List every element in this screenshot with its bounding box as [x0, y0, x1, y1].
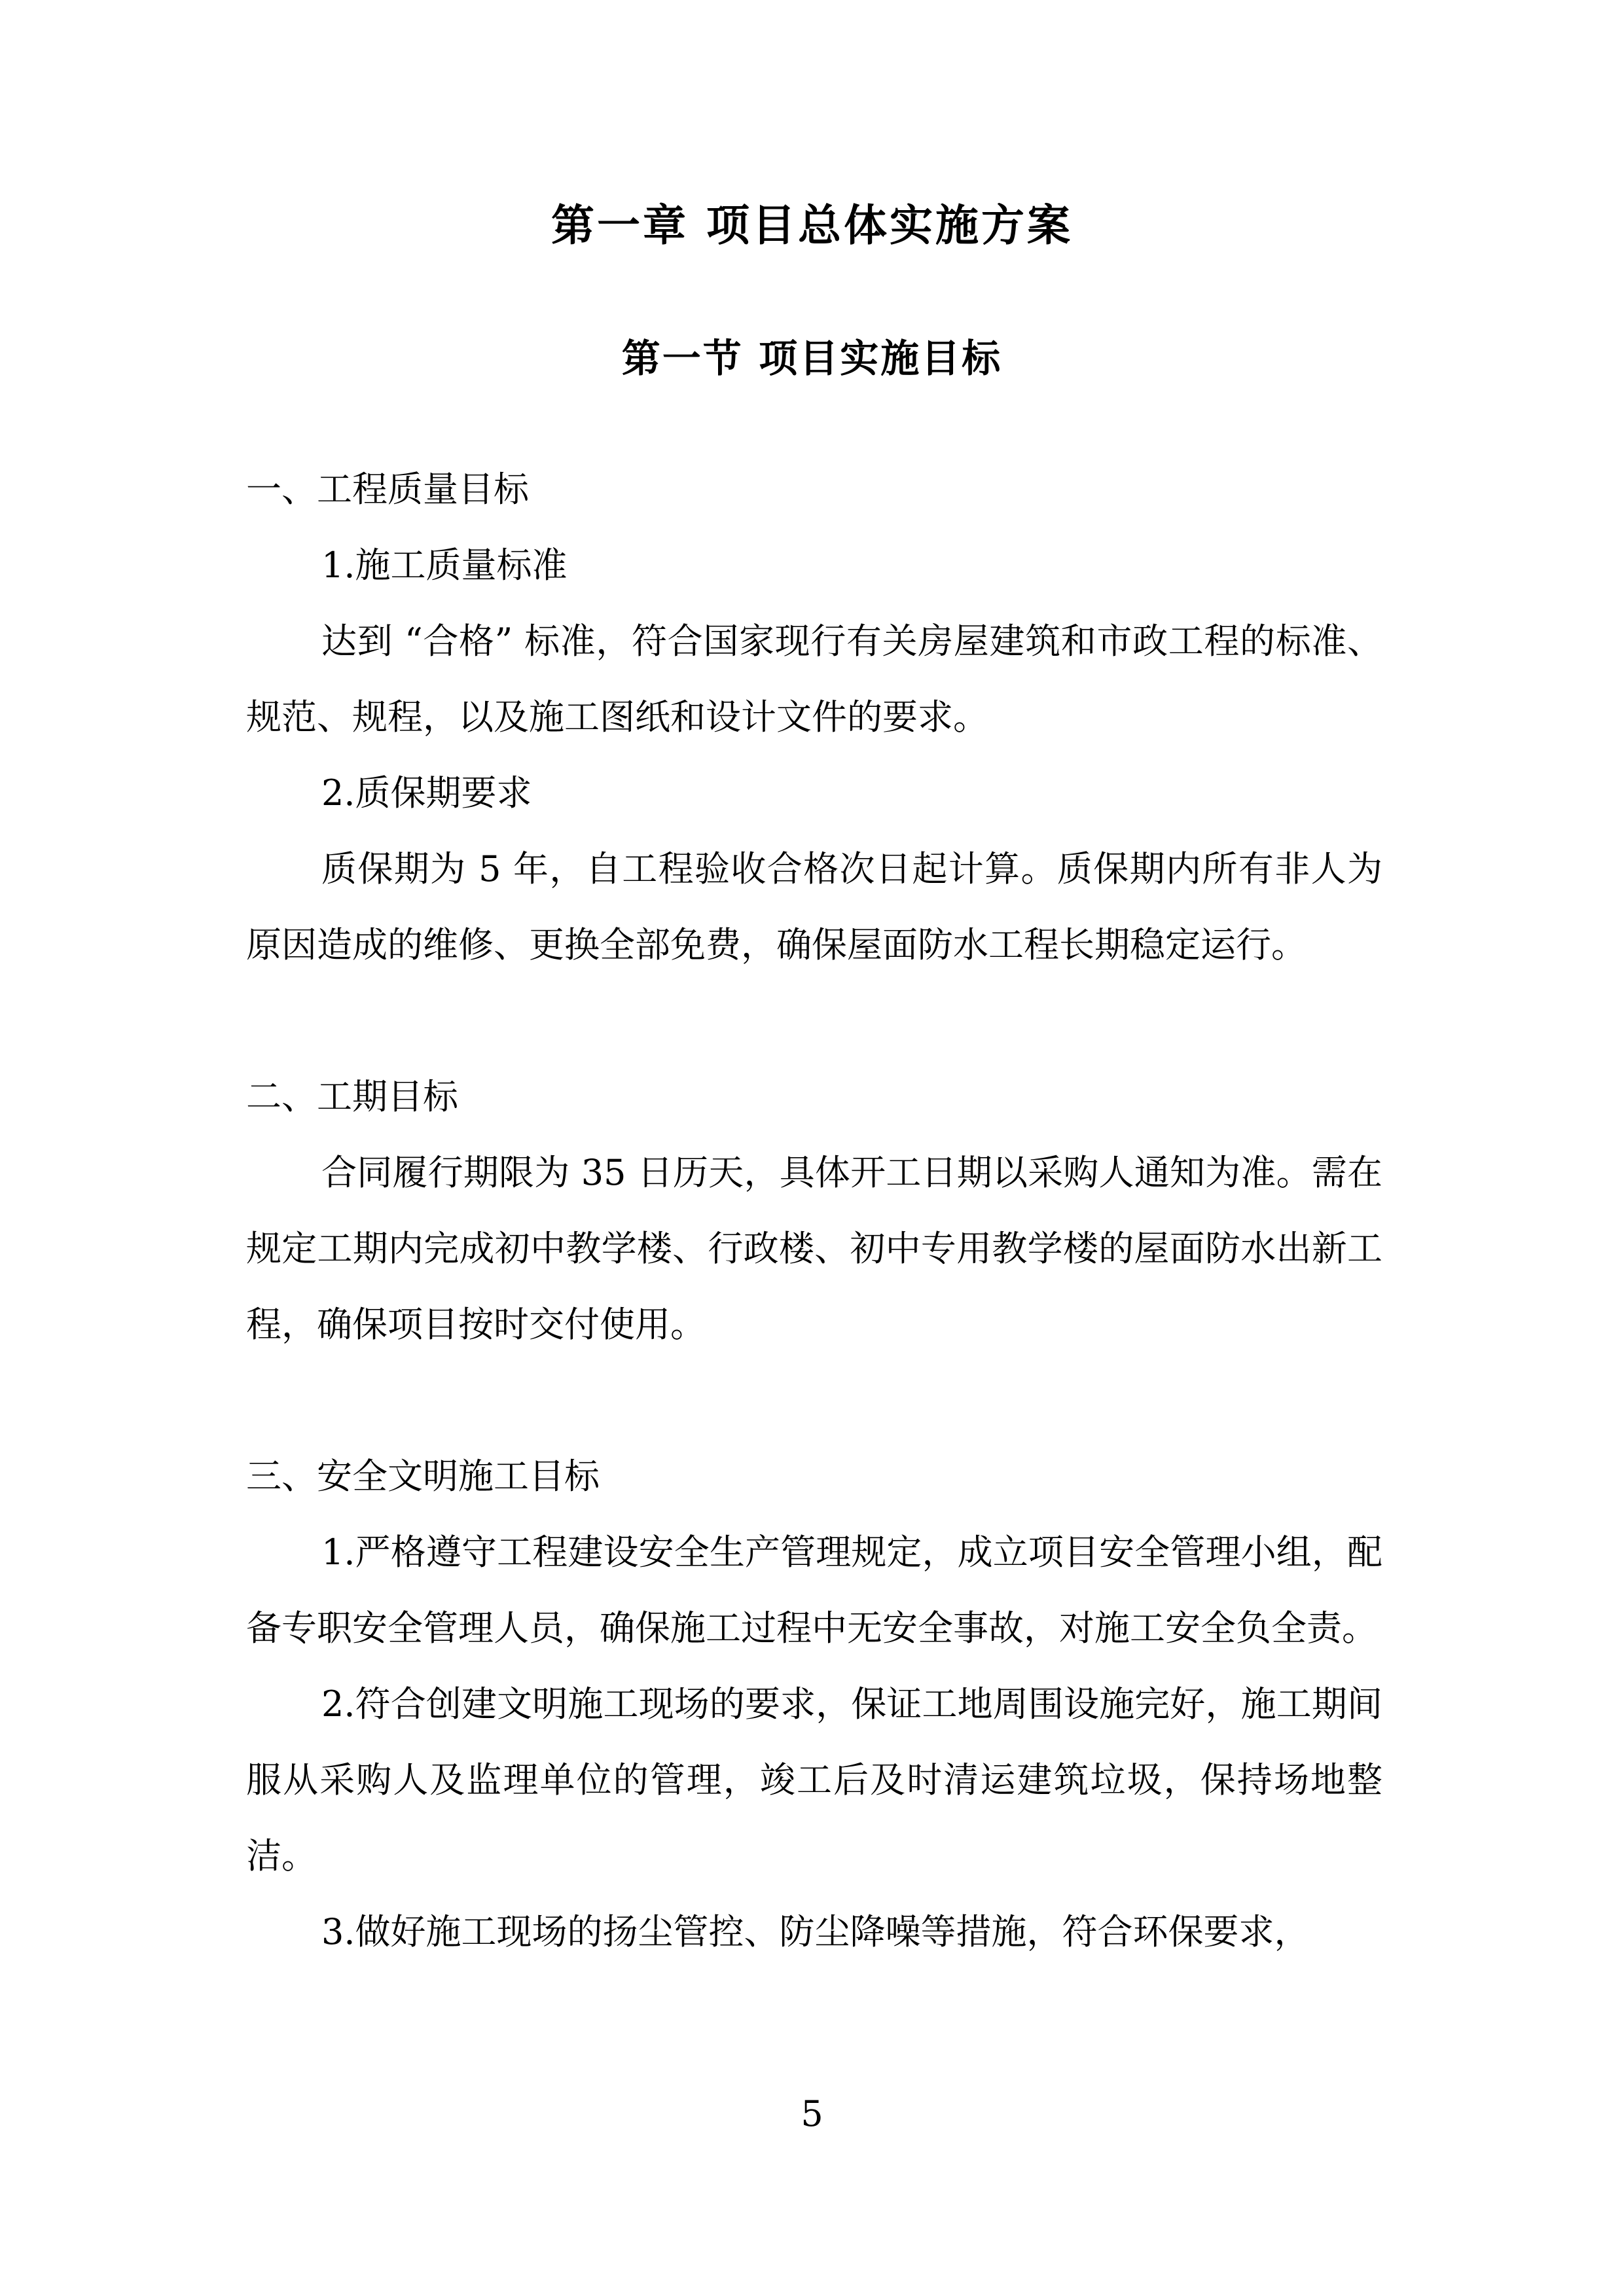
- chapter-title: 第一章 项目总体实施方案: [551, 200, 1073, 251]
- safety-paragraph-2: 2.符合创建文明施工现场的要求，保证工地周围设施完好，施工期间服从采购人及监理单位的管理，竣工后及时清运建筑垃圾，保持场地整洁。: [246, 1683, 1382, 1876]
- warranty-paragraph: 质保期为 5 年，自工程验收合格次日起计算。质保期内所有非人为原因造成的维修、更换全部免费，确保屋面防水工程长期稳定运行。: [246, 848, 1382, 965]
- page-number: 5: [801, 2093, 823, 2134]
- safety-goal-heading: 三、安全文明施工目标: [246, 1456, 600, 1497]
- schedule-paragraph: 合同履行期限为 35 日历天，具体开工日期以采购人通知为准。需在规定工期内完成初中教学楼、行政楼、初中专用教学楼的屋面防水出新工程，确保项目按时交付使用。: [246, 1152, 1382, 1345]
- section-title: 第一节 项目实施目标: [621, 336, 1003, 381]
- quality-standard-subheading: 1.施工质量标准: [321, 545, 568, 586]
- safety-paragraph-3: 3.做好施工现场的扬尘管控、防尘降噪等措施，符合环保要求，: [321, 1911, 1310, 1952]
- warranty-subheading: 2.质保期要求: [321, 772, 532, 814]
- quality-standard-paragraph: 达到 “合格” 标准，符合国家现行有关房屋建筑和市政工程的标准、规范、规程，以及施工图纸和设计文件的要求。: [246, 620, 1382, 738]
- safety-paragraph-1: 1.严格遵守工程建设安全生产管理规定，成立项目安全管理小组，配备专职安全管理人员，确保施工过程中无安全事故，对施工安全负全责。: [246, 1532, 1382, 1649]
- body-text: [246, 452, 1382, 1970]
- schedule-goal-heading: 二、工期目标: [246, 1076, 458, 1117]
- quality-goal-heading: 一、工程质量目标: [246, 469, 529, 510]
